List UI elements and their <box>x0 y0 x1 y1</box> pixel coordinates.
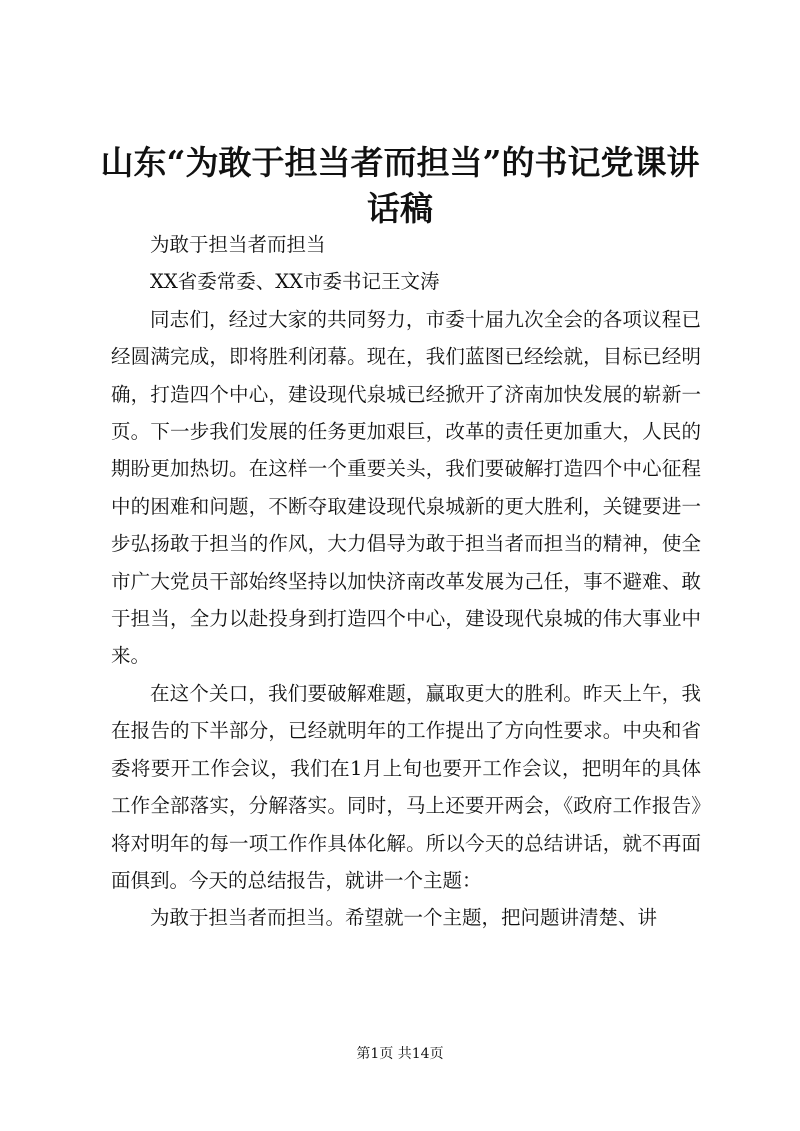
subtitle-line: 为敢于担当者而担当 <box>150 233 326 256</box>
document-title: 山东“为敢于担当者而担当”的书记党课讲话稿 <box>100 143 700 228</box>
author-line: XX省委常委、XX市委书记王文涛 <box>150 270 440 294</box>
document-body <box>111 226 701 937</box>
body-paragraph: 为敢于担当者而担当。希望就一个主题，把问题讲清楚、讲 <box>150 906 658 930</box>
body-paragraph: 在这个关口，我们要破解难题，赢取更大的胜利。昨天上午，我在报告的下半部分，已经就明年的工作提出了方向性要求。中央和省委将要开工作会议，我们在1月上旬也要开工作会议，把明年的具体工作全部落实，分解落实。同时，马上还要开两会，《政府工作报告》将对明年的每一项工作作具体化解。所以今天的总结讲话，就不再面面俱到。今天的总结报告，就讲一个主题： <box>111 681 701 892</box>
body-paragraph: 同志们，经过大家的共同努力，市委十届九次全会的各项议程已经圆满完成，即将胜利闭幕。现在，我们蓝图已经绘就，目标已经明确，打造四个中心，建设现代泉城已经掀开了济南加快发展的崭新一页。下一步我们发展的任务更加艰巨，改革的责任更加重大，人民的期盼更加热切。在这样一个重要关头，我们要破解打造四个中心征程中的困难和问题，不断夺取建设现代泉城新的更大胜利，关键要进一步弘扬敢于担当的作风，大力倡导为敢于担当者而担当的精神，使全市广大党员干部始终坚持以加快济南改革发展为己任，事不避难、敢于担当，全力以赴投身到打造四个中心，建设现代泉城的伟大事业中来。 <box>111 307 701 668</box>
page-number-footer: 第1页 共14页 <box>356 1046 444 1062</box>
